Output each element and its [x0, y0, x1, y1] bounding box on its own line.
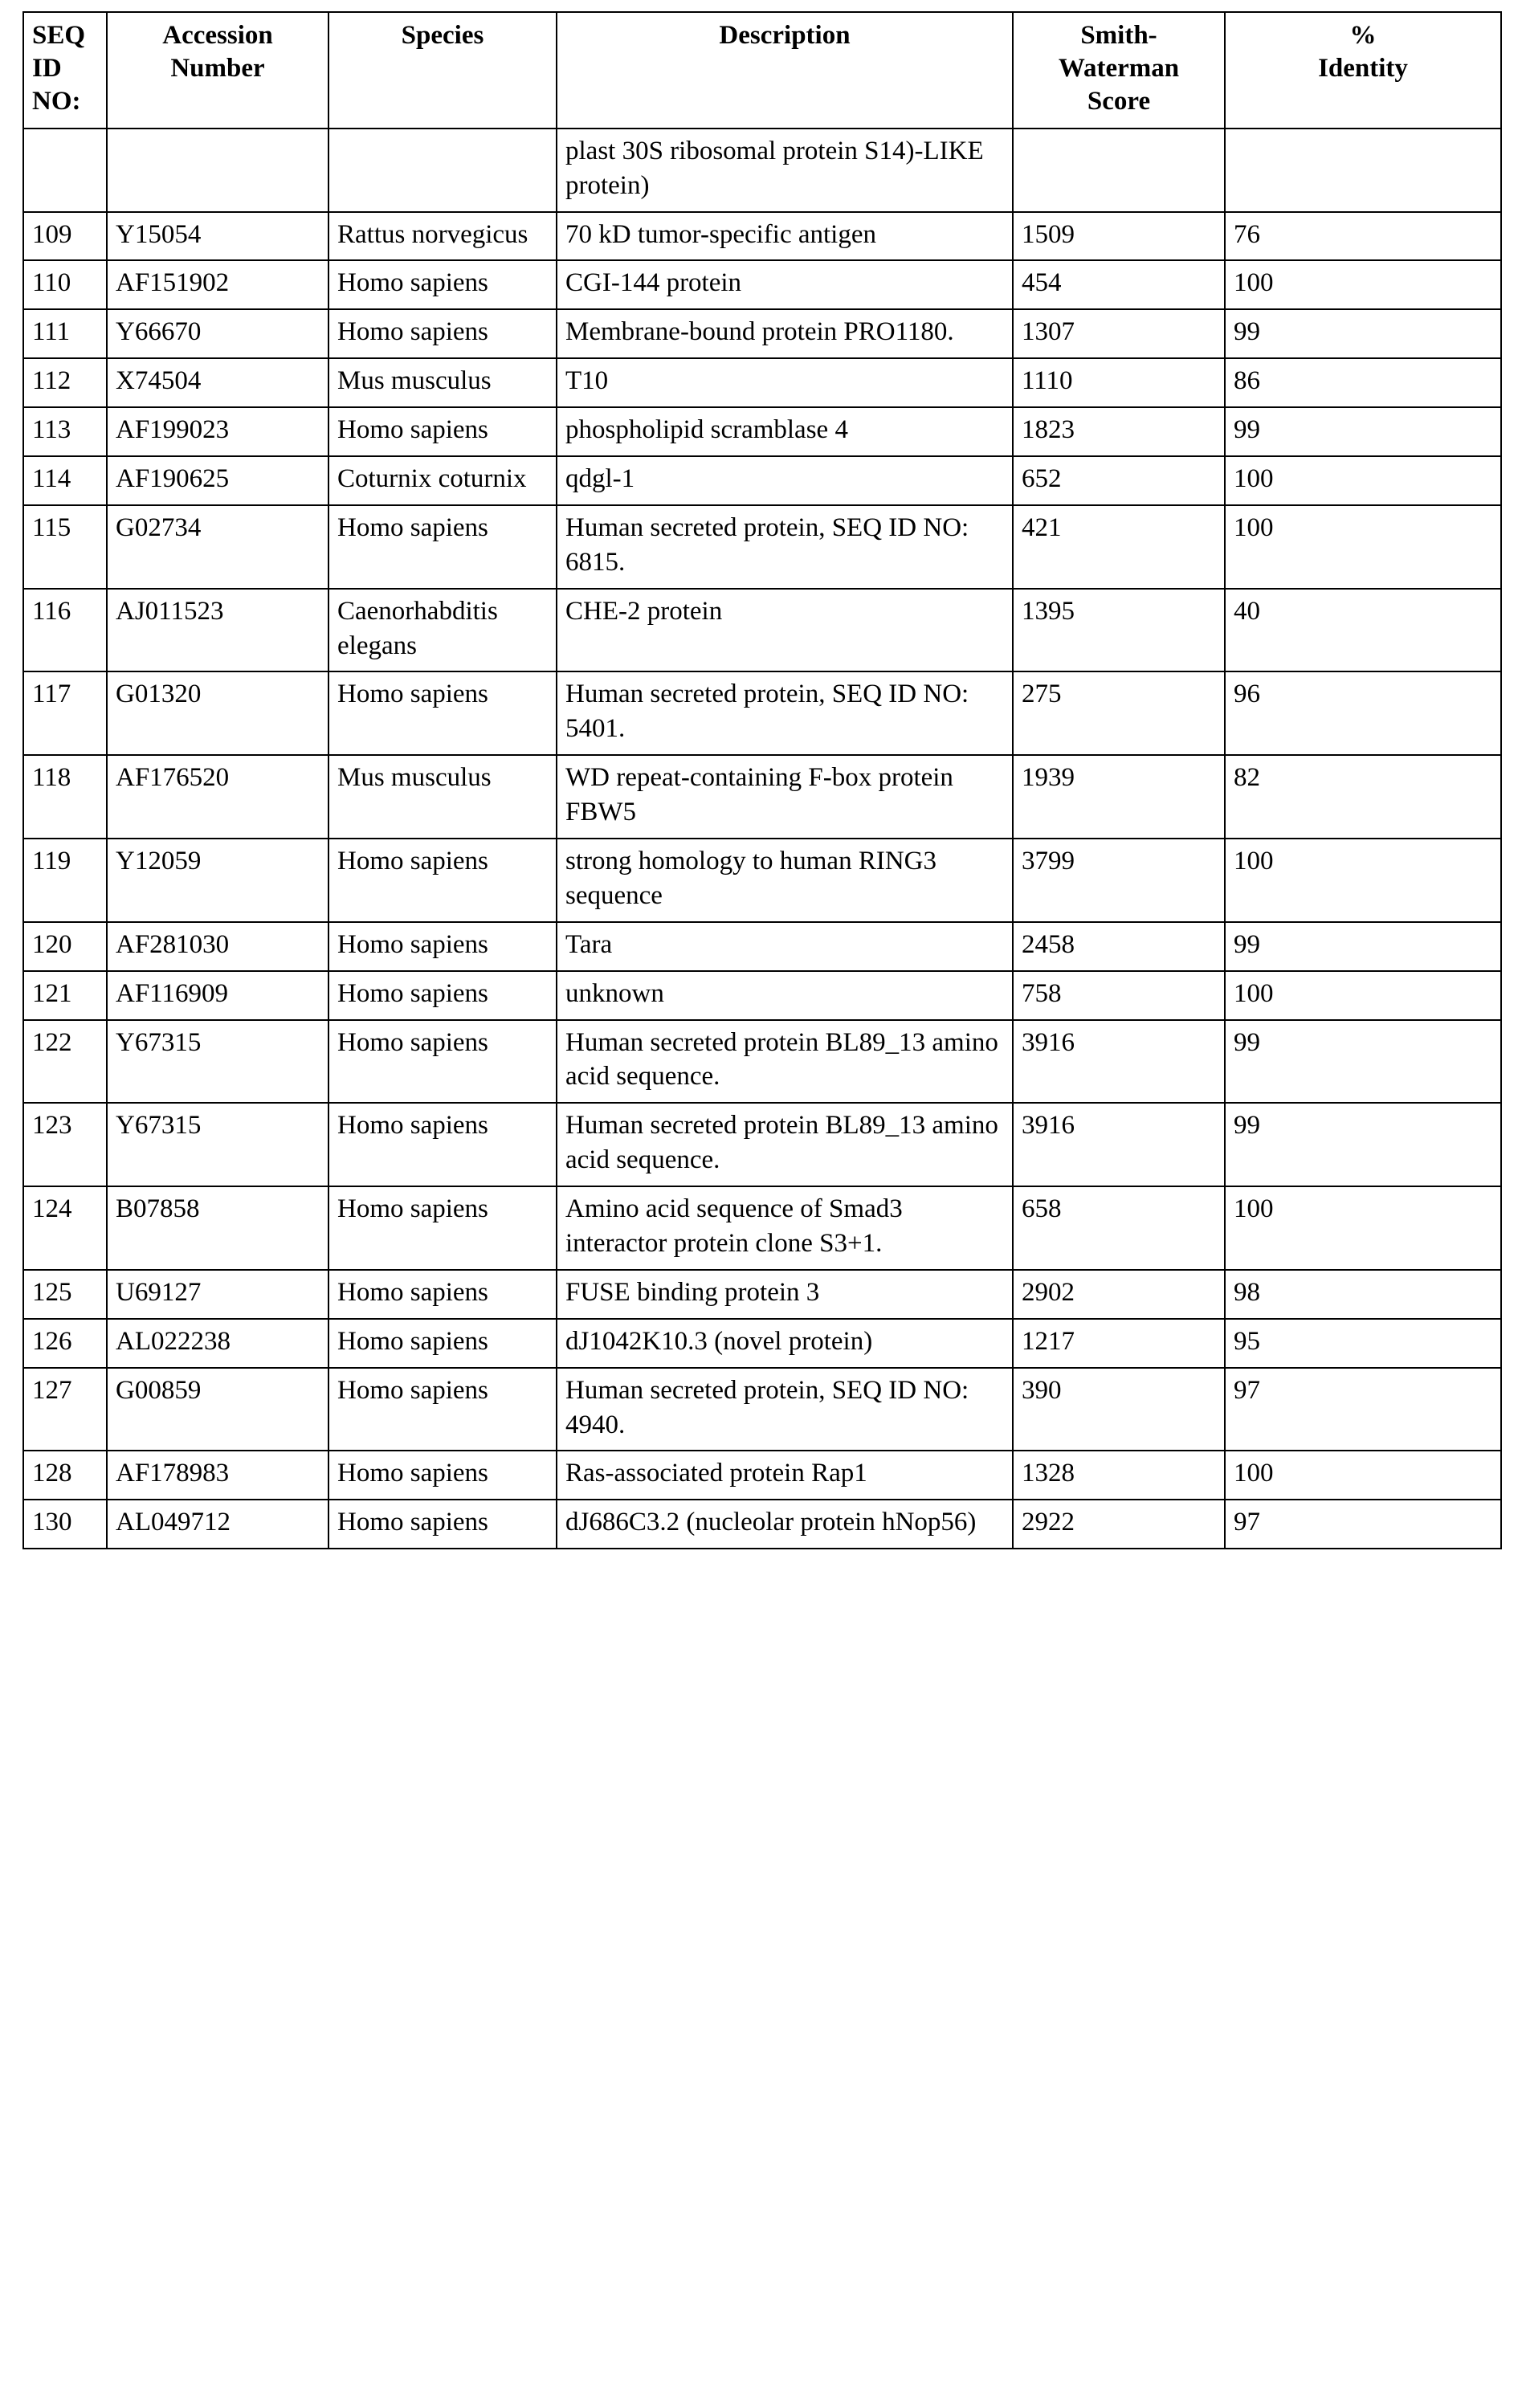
cell-description: Human secreted protein, SEQ ID NO: 4940. — [557, 1368, 1013, 1451]
cell-description: Human secreted protein BL89_13 amino acid sequence. — [557, 1020, 1013, 1104]
cell-species: Homo sapiens — [328, 1368, 557, 1451]
column-header-accession-line2: Number — [170, 53, 265, 83]
cell-score: 1823 — [1013, 407, 1225, 456]
cell-species: Homo sapiens — [328, 839, 557, 922]
cell-score: 3799 — [1013, 839, 1225, 922]
table-row — [23, 839, 1501, 922]
cell-seq-id: 120 — [23, 922, 107, 971]
table-row — [23, 589, 1501, 672]
cell-seq-id: 117 — [23, 671, 107, 755]
cell-seq-id: 119 — [23, 839, 107, 922]
cell-percent-identity: 82 — [1225, 755, 1501, 839]
cell-description: dJ1042K10.3 (novel protein) — [557, 1319, 1013, 1368]
cell-species: Homo sapiens — [328, 1186, 557, 1270]
cell-accession-number: AF116909 — [107, 971, 328, 1020]
cell-seq-id: 114 — [23, 456, 107, 505]
table-row — [23, 755, 1501, 839]
cell-description: phospholipid scramblase 4 — [557, 407, 1013, 456]
cell-percent-identity: 100 — [1225, 839, 1501, 922]
cell-score: 390 — [1013, 1368, 1225, 1451]
cell-description: CGI-144 protein — [557, 260, 1013, 309]
cell-description: 70 kD tumor-specific antigen — [557, 212, 1013, 261]
cell-accession-number: AF199023 — [107, 407, 328, 456]
cell-seq-id: 109 — [23, 212, 107, 261]
column-header-score-line3: Score — [1087, 86, 1151, 116]
table-row — [23, 407, 1501, 456]
cell-score: 275 — [1013, 671, 1225, 755]
cell-score: 658 — [1013, 1186, 1225, 1270]
cell-seq-id: 123 — [23, 1103, 107, 1186]
cell-accession-number — [107, 129, 328, 212]
cell-seq-id: 111 — [23, 309, 107, 358]
cell-accession-number: Y67315 — [107, 1103, 328, 1186]
column-header-seq-id-line1: SEQ — [32, 21, 86, 50]
cell-score: 1328 — [1013, 1451, 1225, 1500]
cell-score: 1509 — [1013, 212, 1225, 261]
cell-score: 1217 — [1013, 1319, 1225, 1368]
cell-accession-number: U69127 — [107, 1270, 328, 1319]
cell-description: unknown — [557, 971, 1013, 1020]
cell-accession-number: AF178983 — [107, 1451, 328, 1500]
cell-species: Homo sapiens — [328, 671, 557, 755]
cell-species: Homo sapiens — [328, 1500, 557, 1549]
table-row — [23, 1500, 1501, 1549]
cell-accession-number: X74504 — [107, 358, 328, 407]
table-row — [23, 671, 1501, 755]
cell-accession-number: Y66670 — [107, 309, 328, 358]
table-row — [23, 456, 1501, 505]
cell-species: Coturnix coturnix — [328, 456, 557, 505]
cell-score: 1110 — [1013, 358, 1225, 407]
column-header-percent-identity — [1225, 12, 1501, 129]
cell-species: Mus musculus — [328, 358, 557, 407]
cell-seq-id: 112 — [23, 358, 107, 407]
cell-accession-number: G01320 — [107, 671, 328, 755]
cell-description: dJ686C3.2 (nucleolar protein hNop56) — [557, 1500, 1013, 1549]
cell-accession-number: AL049712 — [107, 1500, 328, 1549]
column-header-species — [328, 12, 557, 129]
sequence-homology-table — [22, 11, 1502, 1549]
column-header-seq-id-line2: ID — [32, 53, 62, 83]
table-row — [23, 505, 1501, 589]
cell-percent-identity: 40 — [1225, 589, 1501, 672]
column-header-accession-line1: Accession — [162, 21, 273, 50]
table-row — [23, 971, 1501, 1020]
cell-score: 3916 — [1013, 1020, 1225, 1104]
cell-accession-number: Y67315 — [107, 1020, 328, 1104]
table-row — [23, 1368, 1501, 1451]
cell-accession-number: AJ011523 — [107, 589, 328, 672]
cell-species: Caenorhabditis elegans — [328, 589, 557, 672]
cell-seq-id: 125 — [23, 1270, 107, 1319]
cell-description: plast 30S ribosomal protein S14)-LIKE protein) — [557, 129, 1013, 212]
cell-description: WD repeat-containing F-box protein FBW5 — [557, 755, 1013, 839]
cell-description: Tara — [557, 922, 1013, 971]
cell-percent-identity: 99 — [1225, 1103, 1501, 1186]
cell-score: 421 — [1013, 505, 1225, 589]
cell-seq-id: 118 — [23, 755, 107, 839]
cell-species: Rattus norvegicus — [328, 212, 557, 261]
cell-seq-id — [23, 129, 107, 212]
cell-percent-identity: 100 — [1225, 971, 1501, 1020]
table-row — [23, 1186, 1501, 1270]
column-header-score-line2: Waterman — [1058, 53, 1180, 83]
cell-score: 454 — [1013, 260, 1225, 309]
cell-accession-number: G00859 — [107, 1368, 328, 1451]
cell-description: Amino acid sequence of Smad3 interactor protein clone S3+1. — [557, 1186, 1013, 1270]
cell-accession-number: AF176520 — [107, 755, 328, 839]
table-row — [23, 1020, 1501, 1104]
cell-description: qdgl-1 — [557, 456, 1013, 505]
cell-percent-identity: 100 — [1225, 456, 1501, 505]
cell-score: 1395 — [1013, 589, 1225, 672]
column-header-species-line1: Species — [401, 21, 484, 50]
cell-accession-number: G02734 — [107, 505, 328, 589]
table-row — [23, 358, 1501, 407]
cell-percent-identity: 97 — [1225, 1368, 1501, 1451]
cell-seq-id: 121 — [23, 971, 107, 1020]
cell-percent-identity: 97 — [1225, 1500, 1501, 1549]
cell-species: Homo sapiens — [328, 1319, 557, 1368]
cell-score: 1939 — [1013, 755, 1225, 839]
cell-seq-id: 110 — [23, 260, 107, 309]
cell-accession-number: AF281030 — [107, 922, 328, 971]
cell-seq-id: 116 — [23, 589, 107, 672]
cell-accession-number: Y12059 — [107, 839, 328, 922]
table-row — [23, 1451, 1501, 1500]
table-body — [23, 129, 1501, 1549]
sequence-table-container — [22, 11, 1500, 1549]
cell-percent-identity: 99 — [1225, 1020, 1501, 1104]
column-header-description — [557, 12, 1013, 129]
cell-description: Human secreted protein, SEQ ID NO: 6815. — [557, 505, 1013, 589]
cell-accession-number: AF190625 — [107, 456, 328, 505]
cell-score: 2922 — [1013, 1500, 1225, 1549]
cell-description: Membrane-bound protein PRO1180. — [557, 309, 1013, 358]
column-header-identity-line2: Identity — [1318, 53, 1408, 83]
cell-seq-id: 130 — [23, 1500, 107, 1549]
cell-seq-id: 128 — [23, 1451, 107, 1500]
cell-percent-identity: 86 — [1225, 358, 1501, 407]
cell-score: 758 — [1013, 971, 1225, 1020]
cell-percent-identity — [1225, 129, 1501, 212]
table-row — [23, 922, 1501, 971]
cell-seq-id: 127 — [23, 1368, 107, 1451]
cell-accession-number: B07858 — [107, 1186, 328, 1270]
cell-description: Human secreted protein BL89_13 amino acid sequence. — [557, 1103, 1013, 1186]
table-row — [23, 309, 1501, 358]
cell-seq-id: 124 — [23, 1186, 107, 1270]
cell-score: 652 — [1013, 456, 1225, 505]
cell-accession-number: AF151902 — [107, 260, 328, 309]
cell-description: Ras-associated protein Rap1 — [557, 1451, 1013, 1500]
cell-percent-identity: 100 — [1225, 1451, 1501, 1500]
column-header-seq-id-line3: NO: — [32, 86, 81, 116]
cell-species: Homo sapiens — [328, 971, 557, 1020]
table-row — [23, 212, 1501, 261]
cell-seq-id: 126 — [23, 1319, 107, 1368]
cell-description: Human secreted protein, SEQ ID NO: 5401. — [557, 671, 1013, 755]
cell-species: Homo sapiens — [328, 922, 557, 971]
cell-percent-identity: 76 — [1225, 212, 1501, 261]
cell-species: Mus musculus — [328, 755, 557, 839]
cell-percent-identity: 96 — [1225, 671, 1501, 755]
cell-accession-number: Y15054 — [107, 212, 328, 261]
cell-percent-identity: 100 — [1225, 1186, 1501, 1270]
column-header-identity-line1: % — [1349, 21, 1377, 50]
cell-score: 3916 — [1013, 1103, 1225, 1186]
cell-species: Homo sapiens — [328, 1020, 557, 1104]
cell-percent-identity: 99 — [1225, 407, 1501, 456]
cell-species: Homo sapiens — [328, 1270, 557, 1319]
cell-seq-id: 115 — [23, 505, 107, 589]
cell-species: Homo sapiens — [328, 260, 557, 309]
cell-percent-identity: 100 — [1225, 260, 1501, 309]
cell-species: Homo sapiens — [328, 407, 557, 456]
cell-score: 1307 — [1013, 309, 1225, 358]
column-header-seq-id — [23, 12, 107, 129]
table-header — [23, 12, 1501, 129]
cell-species: Homo sapiens — [328, 309, 557, 358]
cell-species: Homo sapiens — [328, 1103, 557, 1186]
cell-percent-identity: 99 — [1225, 309, 1501, 358]
cell-score: 2902 — [1013, 1270, 1225, 1319]
table-row — [23, 1319, 1501, 1368]
cell-percent-identity: 98 — [1225, 1270, 1501, 1319]
cell-score: 2458 — [1013, 922, 1225, 971]
cell-seq-id: 113 — [23, 407, 107, 456]
cell-description: FUSE binding protein 3 — [557, 1270, 1013, 1319]
table-row — [23, 1103, 1501, 1186]
cell-description: CHE-2 protein — [557, 589, 1013, 672]
cell-species: Homo sapiens — [328, 1451, 557, 1500]
column-header-description-line1: Description — [719, 21, 851, 50]
cell-accession-number: AL022238 — [107, 1319, 328, 1368]
table-row — [23, 129, 1501, 212]
cell-score — [1013, 129, 1225, 212]
cell-seq-id: 122 — [23, 1020, 107, 1104]
cell-percent-identity: 100 — [1225, 505, 1501, 589]
cell-species — [328, 129, 557, 212]
table-row — [23, 1270, 1501, 1319]
table-header-row — [23, 12, 1501, 129]
cell-percent-identity: 99 — [1225, 922, 1501, 971]
table-row — [23, 260, 1501, 309]
cell-percent-identity: 95 — [1225, 1319, 1501, 1368]
column-header-score-line1: Smith- — [1080, 21, 1157, 50]
cell-description: strong homology to human RING3 sequence — [557, 839, 1013, 922]
column-header-smith-waterman-score — [1013, 12, 1225, 129]
cell-species: Homo sapiens — [328, 505, 557, 589]
cell-description: T10 — [557, 358, 1013, 407]
column-header-accession-number — [107, 12, 328, 129]
